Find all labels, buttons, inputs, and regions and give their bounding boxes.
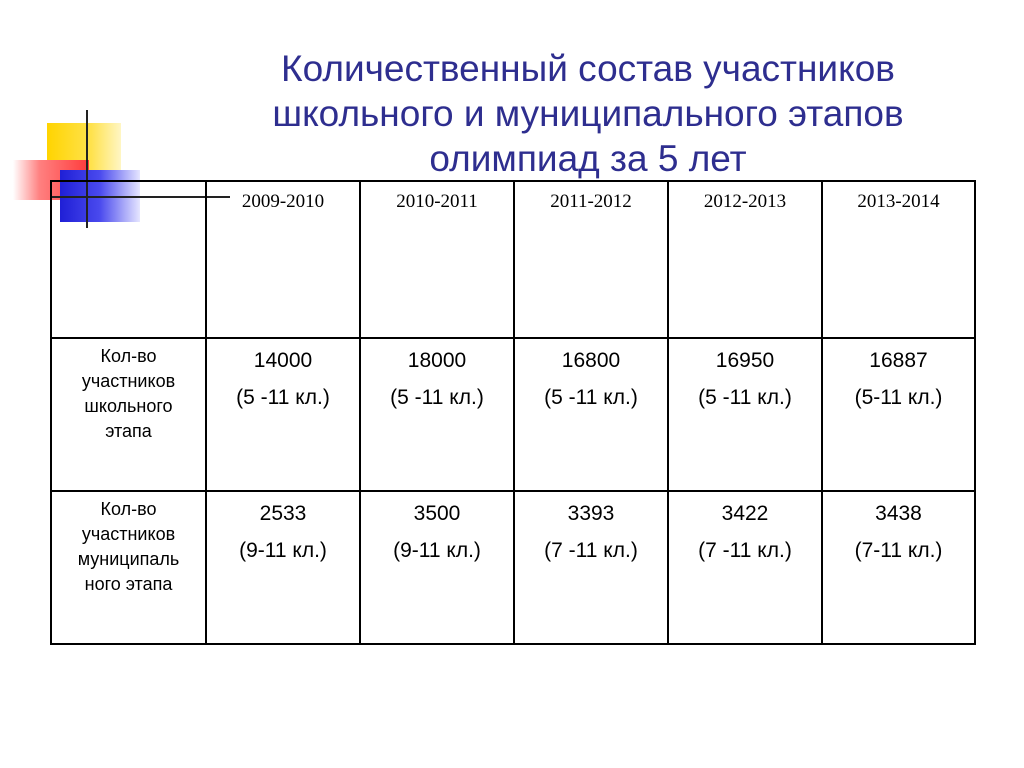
- slide-title: [200, 46, 976, 181]
- grade-range: (7-11 кл.): [854, 539, 943, 562]
- title-line: олимпиад за 5 лет: [429, 138, 747, 179]
- year-header-cell: 2012-2013: [668, 181, 822, 338]
- value-cell: [360, 491, 514, 644]
- value-cell: [514, 338, 668, 491]
- value-cell: [360, 338, 514, 491]
- grade-range: (5 -11 кл.): [236, 386, 330, 409]
- row-label-line: муниципаль: [77, 549, 180, 569]
- participant-count: 3422: [721, 502, 769, 525]
- row-label-line: Кол-во: [100, 346, 157, 366]
- row-label-line: ного этапа: [84, 574, 173, 594]
- row-label-line: школьного: [84, 396, 173, 416]
- table-row-municipal-stage: [51, 491, 975, 644]
- grade-range: (5 -11 кл.): [390, 386, 484, 409]
- grade-range: (7 -11 кл.): [698, 539, 792, 562]
- table-header-row: [51, 181, 975, 338]
- year-header-cell: 2011-2012: [514, 181, 668, 338]
- grade-range: (5 -11 кл.): [698, 386, 792, 409]
- participant-count: 14000: [253, 349, 313, 372]
- value-cell: [206, 338, 360, 491]
- table-corner-cell: [51, 181, 206, 338]
- title-line: Количественный состав участников: [281, 48, 895, 89]
- year-header-cell: 2009-2010: [206, 181, 360, 338]
- value-cell: [822, 338, 975, 491]
- value-cell: [822, 491, 975, 644]
- participant-count: 3500: [413, 502, 461, 525]
- grade-range: (5 -11 кл.): [544, 386, 638, 409]
- year-header-cell: 2013-2014: [822, 181, 975, 338]
- participants-table: [50, 180, 976, 645]
- grade-range: (7 -11 кл.): [544, 539, 638, 562]
- row-label-line: участников: [81, 371, 176, 391]
- row-label-school-stage: [51, 338, 206, 491]
- table-row-school-stage: [51, 338, 975, 491]
- participant-count: 18000: [407, 349, 467, 372]
- participant-count: 16887: [869, 349, 928, 372]
- participant-count: 2533: [259, 502, 307, 525]
- title-line: школьного и муниципального этапов: [272, 93, 904, 134]
- grade-range: (9-11 кл.): [239, 539, 327, 562]
- participant-count: 3393: [567, 502, 615, 525]
- grade-range: (9-11 кл.): [393, 539, 481, 562]
- participant-count: 16950: [715, 349, 775, 372]
- value-cell: [206, 491, 360, 644]
- participant-count: 3438: [875, 502, 922, 525]
- row-label-line: этапа: [105, 421, 152, 441]
- value-cell: [668, 491, 822, 644]
- participant-count: 16800: [561, 349, 621, 372]
- grade-range: (5-11 кл.): [854, 386, 943, 409]
- row-label-line: Кол-во: [100, 499, 157, 519]
- row-label-municipal-stage: [51, 491, 206, 644]
- row-label-line: участников: [81, 524, 176, 544]
- value-cell: [668, 338, 822, 491]
- value-cell: [514, 491, 668, 644]
- year-header-cell: 2010-2011: [360, 181, 514, 338]
